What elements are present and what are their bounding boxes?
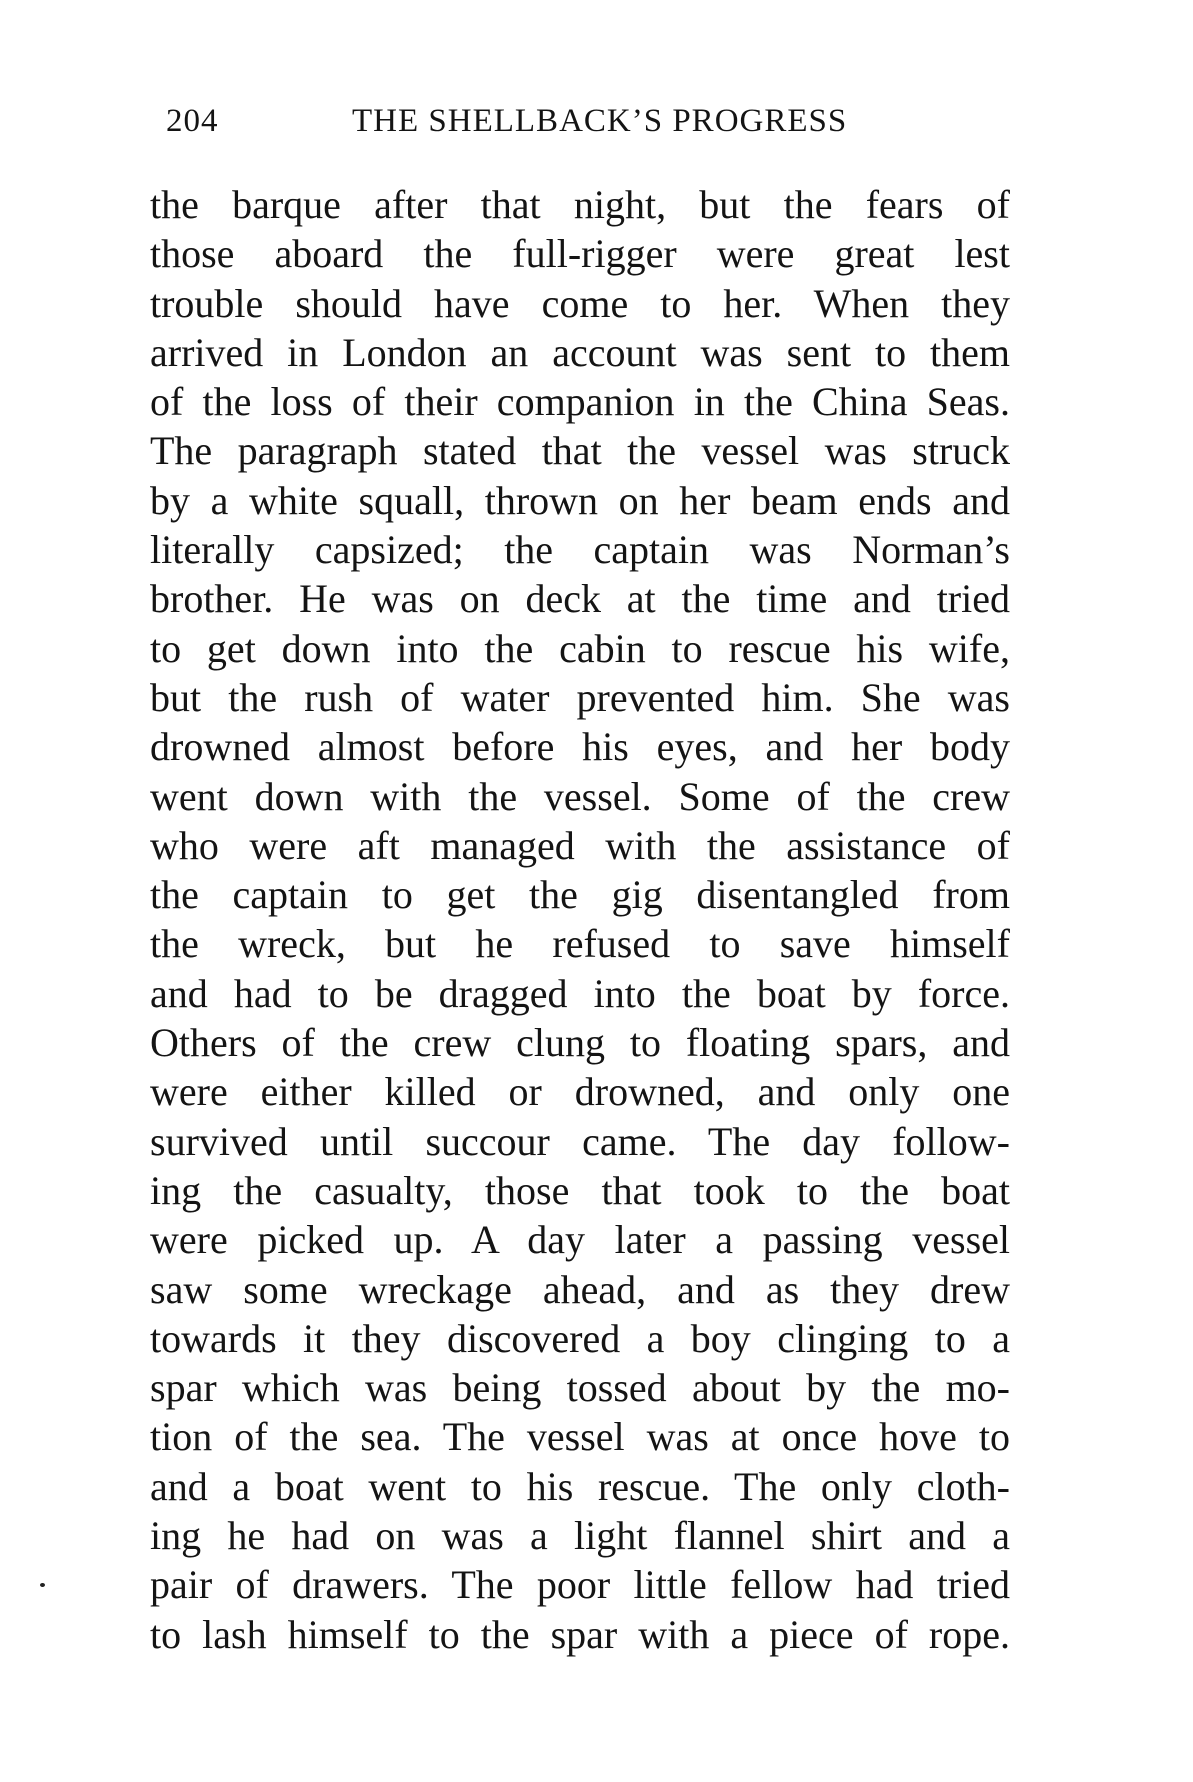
body-text	[150, 180, 1010, 1659]
running-title: THE SHELLBACK’S PROGRESS	[352, 103, 848, 139]
text-line: and had to be dragged into the boat by force.	[150, 970, 1010, 1016]
text-line: were picked up. A day later a passing vessel	[150, 1217, 1010, 1263]
text-line: Others of the crew clung to floating spars, and	[150, 1020, 1010, 1066]
text-line: drowned almost before his eyes, and her body	[150, 724, 1010, 770]
text-line: who were aft managed with the assistance of	[150, 822, 1010, 868]
page-number: 204	[166, 103, 219, 139]
text-line: of the loss of their companion in the China Seas.	[150, 379, 1010, 425]
text-line: but the rush of water prevented him. She was	[150, 674, 1010, 720]
text-line: were either killed or drowned, and only one	[150, 1069, 1010, 1115]
text-line: the barque after that night, but the fears of	[150, 182, 1010, 227]
text-line: saw some wreckage ahead, and as they drew	[150, 1266, 1010, 1312]
text-line: to get down into the cabin to rescue his wife,	[150, 625, 1010, 671]
text-line: arrived in London an account was sent to them	[150, 329, 1010, 375]
text-line: to lash himself to the spar with a piece of rope.	[150, 1611, 1010, 1657]
text-line: by a white squall, thrown on her beam ends and	[150, 477, 1010, 523]
text-line: those aboard the full-rigger were great lest	[150, 231, 1010, 277]
text-line: tion of the sea. The vessel was at once hove to	[150, 1414, 1010, 1460]
text-line: The paragraph stated that the vessel was struck	[150, 428, 1010, 474]
text-line: ing he had on was a light flannel shirt and a	[150, 1513, 1010, 1559]
text-line: the wreck, but he refused to save himself	[150, 921, 1010, 967]
running-head	[166, 96, 966, 146]
text-line: towards it they discovered a boy clinging to a	[150, 1315, 1010, 1361]
text-line: and a boat went to his rescue. The only cloth-	[150, 1463, 1010, 1509]
text-line: the captain to get the gig disentangled from	[150, 872, 1010, 918]
text-line: ing the casualty, those that took to the boat	[150, 1167, 1010, 1213]
text-line: survived until succour came. The day follow-	[150, 1118, 1010, 1164]
text-line: spar which was being tossed about by the mo-	[150, 1365, 1010, 1411]
text-line: went down with the vessel. Some of the crew	[150, 773, 1010, 819]
text-line: literally capsized; the captain was Norman’s	[150, 527, 1010, 573]
ink-speck	[40, 1583, 45, 1587]
text-line: trouble should have come to her. When they	[150, 280, 1010, 326]
text-line: brother. He was on deck at the time and tried	[150, 576, 1010, 622]
text-line: pair of drawers. The poor little fellow had tried	[150, 1562, 1010, 1608]
